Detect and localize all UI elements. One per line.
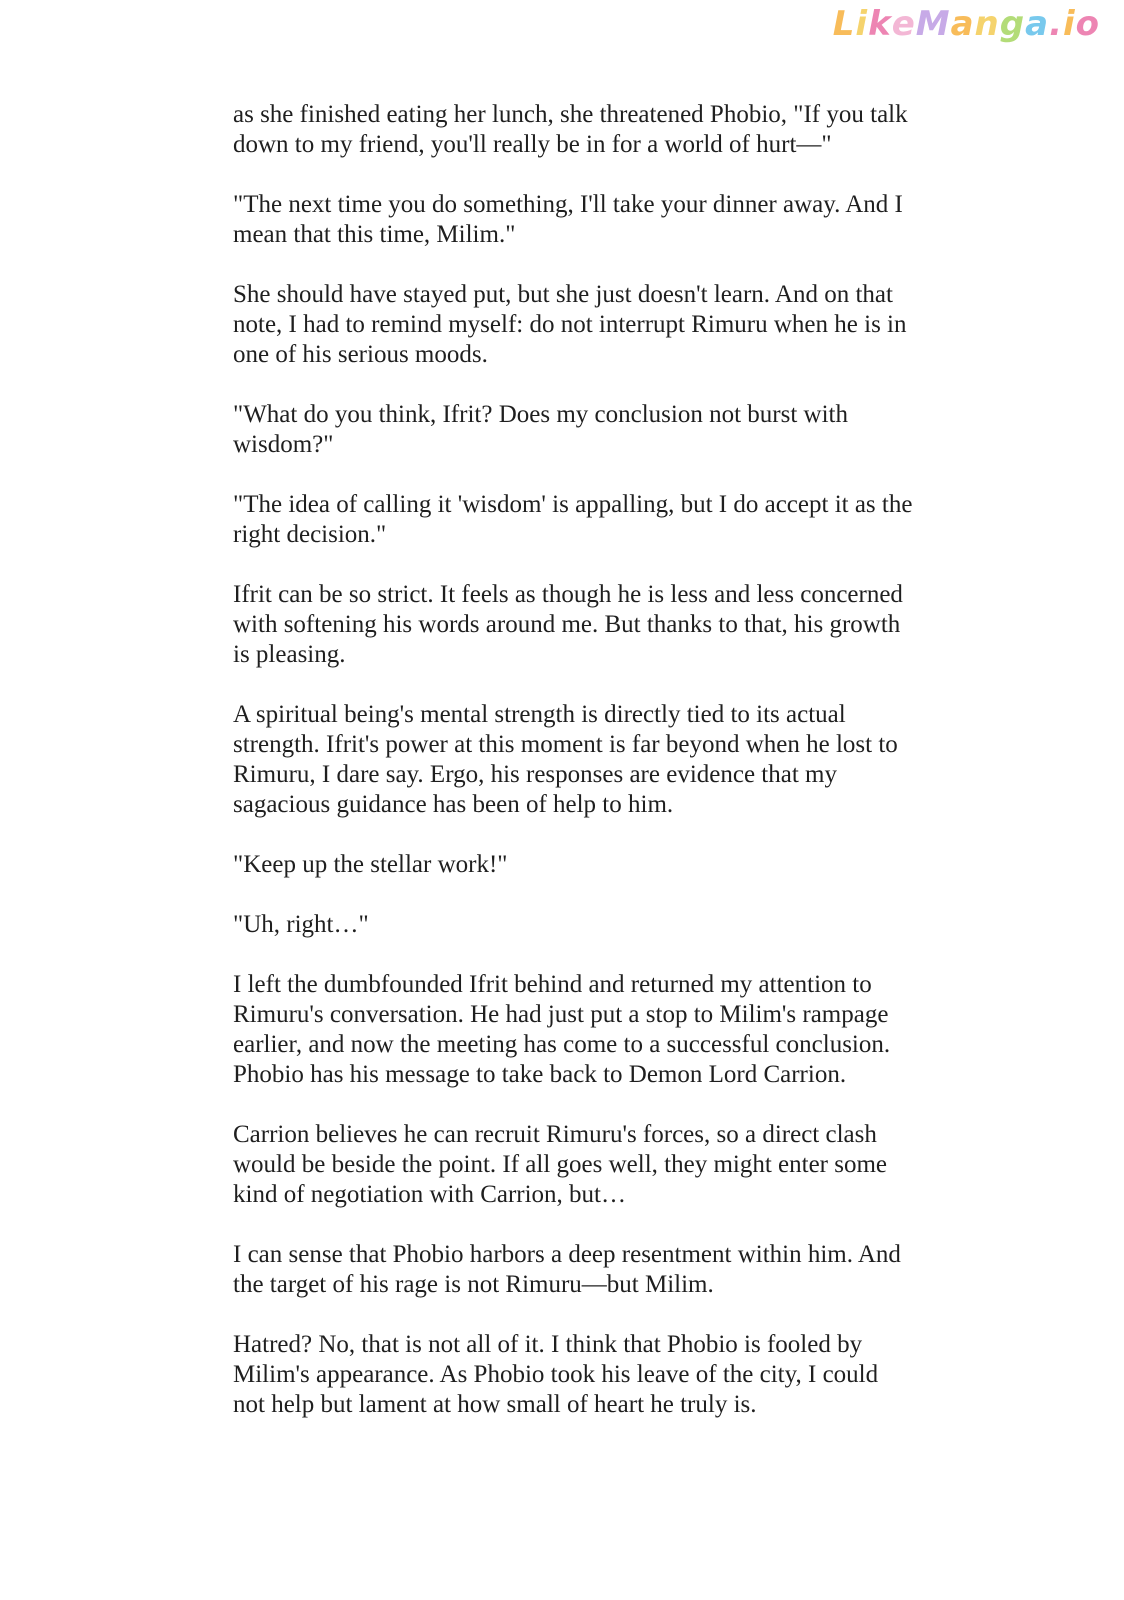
paragraph: A spiritual being's mental strength is directly tied to its actual strength. Ifrit's power at this moment is far beyond when he lost to Rimuru, I dare say. Ergo, his responses are evidence that my sagacious guidance has been of help to him.: [233, 701, 898, 818]
paragraph: "Keep up the stellar work!": [233, 851, 508, 878]
paragraph: "The next time you do something, I'll take your dinner away. And I mean that this time, Milim.": [233, 191, 903, 248]
paragraph: as she finished eating her lunch, she threatened Phobio, "If you talk down to my friend, you'll really be in for a world of hurt—": [233, 101, 908, 158]
paragraph: I can sense that Phobio harbors a deep resentment within him. And the target of his rage is not Rimuru—but Milim.: [233, 1241, 901, 1298]
paragraph: Hatred? No, that is not all of it. I think that Phobio is fooled by Milim's appearance. As Phobio took his leave of the city, I could not help but lament at how small of heart he truly is.: [233, 1331, 879, 1418]
site-watermark: LikeManga.io: [832, 4, 1100, 44]
paragraph: I left the dumbfounded Ifrit behind and returned my attention to Rimuru's conversation. He had just put a stop to Milim's rampage earlier, and now the meeting has come to a successful conclusion. Phobio has his message to take back to Demon Lord Carrion.: [233, 971, 891, 1088]
paragraph: "What do you think, Ifrit? Does my conclusion not burst with wisdom?": [233, 401, 848, 458]
paragraph: Carrion believes he can recruit Rimuru's forces, so a direct clash would be beside the point. If all goes well, they might enter some kind of negotiation with Carrion, but…: [233, 1121, 888, 1208]
paragraph: Ifrit can be so strict. It feels as though he is less and less concerned with softening his words around me. But thanks to that, his growth is pleasing.: [233, 581, 903, 668]
paragraph: She should have stayed put, but she just doesn't learn. And on that note, I had to remind myself: do not interrupt Rimuru when he is in one of his serious moods.: [233, 281, 907, 368]
novel-page-text: [233, 100, 913, 1450]
paragraph: "Uh, right…": [233, 911, 369, 938]
paragraph: "The idea of calling it 'wisdom' is appalling, but I do accept it as the right decision.": [233, 491, 913, 548]
